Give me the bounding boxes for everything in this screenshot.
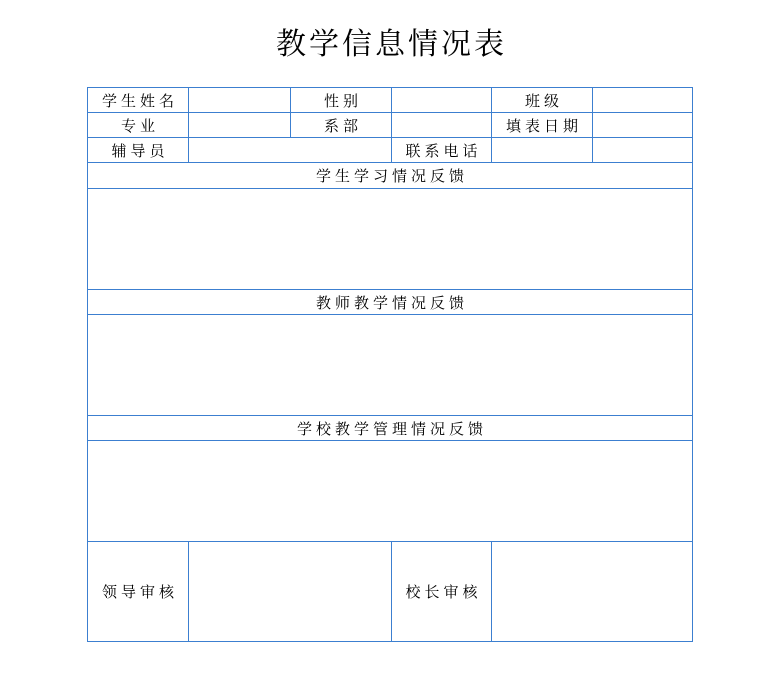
phone-field[interactable] [492, 138, 593, 163]
student-name-label: 学生姓名 [88, 88, 189, 113]
principal-review-field[interactable] [492, 542, 693, 642]
extra-blank-cell[interactable] [593, 138, 693, 163]
leader-review-label: 领导审核 [88, 542, 189, 642]
student-learning-feedback-header: 学生学习情况反馈 [88, 163, 693, 189]
phone-label: 联系电话 [392, 138, 492, 163]
counselor-label: 辅导员 [88, 138, 189, 163]
gender-field[interactable] [392, 88, 492, 113]
school-management-feedback-area[interactable] [88, 441, 693, 542]
class-label: 班级 [492, 88, 593, 113]
gender-label: 性别 [291, 88, 392, 113]
department-field[interactable] [392, 113, 492, 138]
page-title: 教学信息情况表 [276, 27, 507, 62]
teacher-teaching-feedback-header: 教师教学情况反馈 [88, 290, 693, 315]
school-management-feedback-header: 学校教学管理情况反馈 [88, 416, 693, 441]
student-learning-feedback-area[interactable] [88, 189, 693, 290]
teacher-teaching-feedback-area[interactable] [88, 315, 693, 416]
class-field[interactable] [593, 88, 693, 113]
fill-date-field[interactable] [593, 113, 693, 138]
major-field[interactable] [189, 113, 291, 138]
counselor-field[interactable] [189, 138, 392, 163]
department-label: 系部 [291, 113, 392, 138]
student-name-field[interactable] [189, 88, 291, 113]
fill-date-label: 填表日期 [492, 113, 593, 138]
teaching-info-form-table [87, 87, 693, 642]
leader-review-field[interactable] [189, 542, 392, 642]
principal-review-label: 校长审核 [392, 542, 492, 642]
major-label: 专业 [88, 113, 189, 138]
